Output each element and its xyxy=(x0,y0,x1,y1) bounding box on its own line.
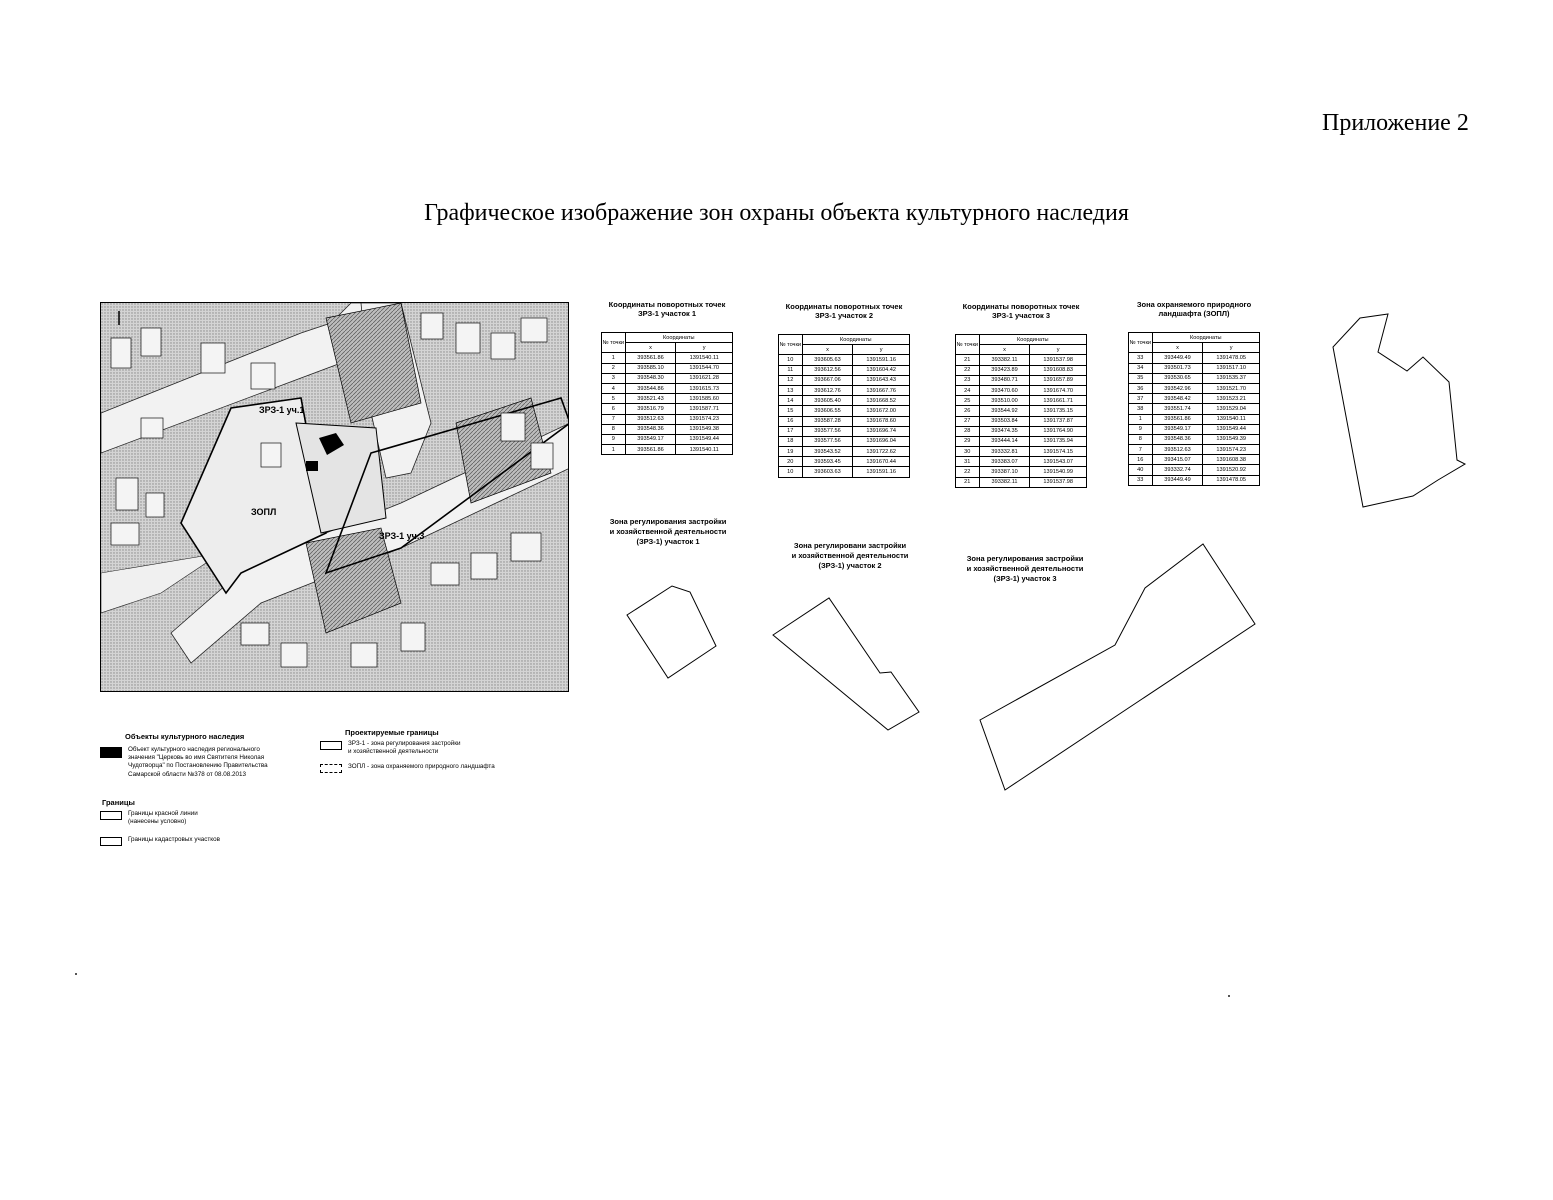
cell-x: 393585.10 xyxy=(625,363,676,373)
cell-x: 393548.30 xyxy=(625,373,676,383)
col-header-y: y xyxy=(1203,343,1260,353)
cell-y: 1391521.70 xyxy=(1203,383,1260,393)
cell-x: 393551.74 xyxy=(1152,404,1203,414)
cell-x: 393667.06 xyxy=(802,375,853,385)
table-row xyxy=(956,416,1087,426)
appendix-label: Приложение 2 xyxy=(1322,110,1469,136)
legend-boundaries-title: Границы xyxy=(102,798,135,807)
col-header-point: № точки xyxy=(956,335,980,355)
legend-swatch-zopl xyxy=(320,764,342,773)
coord-table-title: Зона охраняемого природного ландшафта (ЗОПЛ) xyxy=(1136,300,1252,319)
col-header-coords: Координаты xyxy=(802,335,909,345)
cell-x: 393549.17 xyxy=(1152,424,1203,434)
cell-y: 1391608.83 xyxy=(1030,365,1087,375)
cell-y: 1391540.11 xyxy=(1203,414,1260,424)
map-label-zopl: ЗОПЛ xyxy=(251,507,277,517)
cell-x: 393543.52 xyxy=(802,447,853,457)
coord-table-title: Координаты поворотных точек ЗРЗ-1 участок 2 xyxy=(785,302,903,321)
legend-zopl-item xyxy=(320,763,495,773)
cell-y: 1391615.73 xyxy=(676,383,733,393)
table-row xyxy=(779,406,910,416)
cell-point: 22 xyxy=(956,365,980,375)
cell-x: 393332.74 xyxy=(1152,465,1203,475)
cell-point: 37 xyxy=(1129,394,1153,404)
table-row xyxy=(1129,383,1260,393)
table-row xyxy=(779,355,910,365)
col-header-point: № точки xyxy=(602,333,626,353)
cell-point: 31 xyxy=(956,457,980,467)
cell-x: 393383.07 xyxy=(979,457,1030,467)
cell-x: 393561.86 xyxy=(625,445,676,455)
cell-point: 15 xyxy=(779,406,803,416)
cell-y: 1391574.23 xyxy=(1203,445,1260,455)
table-row xyxy=(1129,394,1260,404)
cell-point: 10 xyxy=(779,467,803,477)
cell-x: 393503.84 xyxy=(979,416,1030,426)
cell-x: 393449.49 xyxy=(1152,475,1203,485)
cell-x: 393577.56 xyxy=(802,436,853,446)
cell-x: 393603.63 xyxy=(802,467,853,477)
cell-point: 16 xyxy=(1129,455,1153,465)
cell-point: 17 xyxy=(779,426,803,436)
table-row xyxy=(956,467,1087,477)
cell-point: 10 xyxy=(779,355,803,365)
map-label-zrz1-u3: ЗРЗ-1 уч.3 xyxy=(379,531,425,541)
cell-y: 1391529.04 xyxy=(1203,404,1260,414)
cell-point: 2 xyxy=(602,363,626,373)
cell-point: 9 xyxy=(1129,424,1153,434)
cell-y: 1391591.16 xyxy=(853,467,910,477)
page-title: Графическое изображение зон охраны объекта культурного наследия xyxy=(424,200,1129,226)
table-row xyxy=(602,383,733,393)
cell-point: 8 xyxy=(1129,434,1153,444)
table-row xyxy=(1129,465,1260,475)
map-label-zrz1-u1: ЗРЗ-1 уч.1 xyxy=(259,405,305,415)
cell-point: 21 xyxy=(956,355,980,365)
cell-x: 393530.65 xyxy=(1152,373,1203,383)
cell-point: 27 xyxy=(956,416,980,426)
cell-x: 393516.79 xyxy=(625,404,676,414)
cell-x: 393512.63 xyxy=(1152,445,1203,455)
map-svg xyxy=(101,303,569,692)
table-row xyxy=(602,373,733,383)
cell-x: 393544.92 xyxy=(979,406,1030,416)
cell-y: 1391672.00 xyxy=(853,406,910,416)
zone-title-zrz1-u2: Зона регулировани застройки и хозяйственной деятельности (ЗРЗ-1) участок 2 xyxy=(791,541,909,570)
cell-y: 1391574.15 xyxy=(1030,447,1087,457)
cell-y: 1391668.52 xyxy=(853,396,910,406)
coord-table-block-2 xyxy=(778,302,910,478)
cell-point: 34 xyxy=(1129,363,1153,373)
col-header-y: y xyxy=(1030,345,1087,355)
outline-zrz1-u1 xyxy=(627,586,716,678)
table-row xyxy=(779,426,910,436)
legend-projected-title: Проектируемые границы xyxy=(345,728,439,737)
table-row xyxy=(956,436,1087,446)
cell-x: 393612.76 xyxy=(802,385,853,395)
cell-y: 1391735.94 xyxy=(1030,436,1087,446)
legend-heritage-text: Объект культурного наследия регионального значения "Церковь во имя Святителя Николая Чудотворца" по Постановлению Правительства Самарской области №378 от 08.08.2013 xyxy=(128,746,268,778)
church-annex xyxy=(306,461,318,471)
table-row xyxy=(779,385,910,395)
cell-x: 393415.07 xyxy=(1152,455,1203,465)
cell-x: 393549.17 xyxy=(625,434,676,444)
table-row xyxy=(956,355,1087,365)
table-row xyxy=(956,406,1087,416)
cell-point: 40 xyxy=(1129,465,1153,475)
cell-y: 1391643.43 xyxy=(853,375,910,385)
col-header-coords: Координаты xyxy=(979,335,1086,345)
coord-table-title: Координаты поворотных точек ЗРЗ-1 участок 1 xyxy=(608,300,726,319)
cell-x: 393548.36 xyxy=(625,424,676,434)
cell-x: 393561.86 xyxy=(1152,414,1203,424)
cell-point: 20 xyxy=(779,457,803,467)
cell-x: 393382.11 xyxy=(979,477,1030,487)
legend-swatch-monument xyxy=(100,747,122,758)
coord-table-block-4 xyxy=(1128,300,1260,486)
cell-x: 393593.45 xyxy=(802,457,853,467)
cell-point: 11 xyxy=(779,365,803,375)
table-row xyxy=(1129,475,1260,485)
cell-point: 16 xyxy=(779,416,803,426)
cell-x: 393605.63 xyxy=(802,355,853,365)
cell-y: 1391520.92 xyxy=(1203,465,1260,475)
table-row xyxy=(779,365,910,375)
cell-y: 1391667.76 xyxy=(853,385,910,395)
table-row xyxy=(779,436,910,446)
cell-y: 1391574.23 xyxy=(676,414,733,424)
legend-heritage-title: Объекты культурного наследия xyxy=(125,732,245,741)
cell-y: 1391540.11 xyxy=(676,353,733,363)
col-header-y: y xyxy=(676,343,733,353)
cell-x: 393544.86 xyxy=(625,383,676,393)
cell-point: 30 xyxy=(956,447,980,457)
cadastral-map xyxy=(100,302,569,692)
cell-point: 38 xyxy=(1129,404,1153,414)
cell-y: 1391661.71 xyxy=(1030,396,1087,406)
cell-point: 21 xyxy=(956,477,980,487)
cell-x: 393382.11 xyxy=(979,355,1030,365)
table-row xyxy=(956,385,1087,395)
table-row xyxy=(779,447,910,457)
coord-table-block-3 xyxy=(955,302,1087,488)
cell-y: 1391696.74 xyxy=(853,426,910,436)
table-row xyxy=(1129,424,1260,434)
col-header-y: y xyxy=(853,345,910,355)
table-row xyxy=(602,445,733,455)
outline-zrz1-u2 xyxy=(773,598,919,730)
cell-point: 25 xyxy=(956,396,980,406)
cell-y: 1391523.21 xyxy=(1203,394,1260,404)
coord-table-title: Координаты поворотных точек ЗРЗ-1 участок 3 xyxy=(962,302,1080,321)
cell-x: 393605.40 xyxy=(802,396,853,406)
cell-x: 393587.28 xyxy=(802,416,853,426)
cell-y: 1391478.05 xyxy=(1203,475,1260,485)
cell-point: 29 xyxy=(956,436,980,446)
cell-y: 1391537.98 xyxy=(1030,355,1087,365)
cell-point: 18 xyxy=(779,436,803,446)
cell-point: 1 xyxy=(602,353,626,363)
table-row xyxy=(779,457,910,467)
cell-x: 393444.14 xyxy=(979,436,1030,446)
col-header-x: x xyxy=(979,345,1030,355)
scan-speck xyxy=(1228,995,1230,997)
legend-swatch-zrz xyxy=(320,741,342,750)
cell-point: 4 xyxy=(602,383,626,393)
legend-cadastral-text: Границы кадастровых участков xyxy=(128,836,220,843)
table-row xyxy=(1129,373,1260,383)
cell-point: 7 xyxy=(602,414,626,424)
cell-x: 393577.56 xyxy=(802,426,853,436)
cell-y: 1391540.99 xyxy=(1030,467,1087,477)
table-row xyxy=(956,447,1087,457)
cell-point: 19 xyxy=(779,447,803,457)
cell-point: 3 xyxy=(602,373,626,383)
table-row xyxy=(956,477,1087,487)
table-row xyxy=(1129,353,1260,363)
cell-point: 22 xyxy=(956,467,980,477)
cell-y: 1391674.70 xyxy=(1030,385,1087,395)
col-header-x: x xyxy=(625,343,676,353)
cell-y: 1391540.11 xyxy=(676,445,733,455)
cell-x: 393512.63 xyxy=(625,414,676,424)
cell-y: 1391549.38 xyxy=(676,424,733,434)
coord-table xyxy=(778,334,910,478)
cell-y: 1391678.60 xyxy=(853,416,910,426)
legend-red-line-text: Границы красной линии (нанесены условно) xyxy=(128,810,198,826)
cell-x: 393480.71 xyxy=(979,375,1030,385)
cell-x: 393510.00 xyxy=(979,396,1030,406)
cell-y: 1391764.90 xyxy=(1030,426,1087,436)
cell-y: 1391696.04 xyxy=(853,436,910,446)
table-row xyxy=(956,365,1087,375)
cell-x: 393548.42 xyxy=(1152,394,1203,404)
cell-point: 8 xyxy=(602,424,626,434)
cell-y: 1391549.44 xyxy=(1203,424,1260,434)
coord-table xyxy=(955,334,1087,488)
cell-point: 1 xyxy=(602,445,626,455)
cell-y: 1391549.44 xyxy=(676,434,733,444)
table-row xyxy=(602,363,733,373)
cell-point: 13 xyxy=(779,385,803,395)
cell-x: 393332.81 xyxy=(979,447,1030,457)
table-row xyxy=(1129,363,1260,373)
cell-y: 1391670.44 xyxy=(853,457,910,467)
table-row xyxy=(602,414,733,424)
cell-x: 393606.55 xyxy=(802,406,853,416)
cell-y: 1391543.07 xyxy=(1030,457,1087,467)
legend-swatch-cadastral xyxy=(100,837,122,846)
table-row xyxy=(602,353,733,363)
col-header-x: x xyxy=(1152,343,1203,353)
table-row xyxy=(779,375,910,385)
cell-y: 1391535.37 xyxy=(1203,373,1260,383)
cell-y: 1391537.98 xyxy=(1030,477,1087,487)
cell-x: 393612.56 xyxy=(802,365,853,375)
table-row xyxy=(1129,455,1260,465)
cell-y: 1391549.39 xyxy=(1203,434,1260,444)
table-row xyxy=(779,396,910,406)
cell-point: 33 xyxy=(1129,353,1153,363)
cell-point: 36 xyxy=(1129,383,1153,393)
cell-y: 1391735.15 xyxy=(1030,406,1087,416)
cell-y: 1391604.42 xyxy=(853,365,910,375)
cell-point: 12 xyxy=(779,375,803,385)
table-row xyxy=(602,424,733,434)
col-header-point: № точки xyxy=(1129,333,1153,353)
legend-zopl-text: ЗОПЛ - зона охраняемого природного ландшафта xyxy=(348,763,495,770)
table-row xyxy=(956,375,1087,385)
legend-heritage-item xyxy=(100,746,268,779)
cell-x: 393449.49 xyxy=(1152,353,1203,363)
col-header-x: x xyxy=(802,345,853,355)
cell-point: 7 xyxy=(1129,445,1153,455)
outline-zopl xyxy=(1333,314,1465,507)
table-row xyxy=(602,434,733,444)
cell-y: 1391591.16 xyxy=(853,355,910,365)
col-header-point: № точки xyxy=(779,335,803,355)
cell-y: 1391587.71 xyxy=(676,404,733,414)
table-row xyxy=(1129,404,1260,414)
col-header-coords: Координаты xyxy=(1152,333,1259,343)
cell-y: 1391722.62 xyxy=(853,447,910,457)
col-header-coords: Координаты xyxy=(625,333,732,343)
cell-x: 393387.10 xyxy=(979,467,1030,477)
coord-table-block-1 xyxy=(601,300,733,455)
table-row xyxy=(956,396,1087,406)
cell-point: 14 xyxy=(779,396,803,406)
coord-table xyxy=(601,332,733,455)
cell-point: 1 xyxy=(1129,414,1153,424)
coord-table xyxy=(1128,332,1260,486)
cell-point: 23 xyxy=(956,375,980,385)
table-row xyxy=(956,457,1087,467)
cell-point: 24 xyxy=(956,385,980,395)
legend-swatch-red-line xyxy=(100,811,122,820)
cell-point: 33 xyxy=(1129,475,1153,485)
cell-y: 1391621.28 xyxy=(676,373,733,383)
cell-x: 393561.86 xyxy=(625,353,676,363)
cell-x: 393548.36 xyxy=(1152,434,1203,444)
table-row xyxy=(1129,434,1260,444)
table-row xyxy=(602,394,733,404)
table-row xyxy=(779,416,910,426)
cell-y: 1391737.87 xyxy=(1030,416,1087,426)
cell-point: 6 xyxy=(602,404,626,414)
scan-speck xyxy=(75,973,77,975)
cell-x: 393542.96 xyxy=(1152,383,1203,393)
table-row xyxy=(602,404,733,414)
cell-y: 1391517.10 xyxy=(1203,363,1260,373)
table-row xyxy=(956,426,1087,436)
cell-point: 28 xyxy=(956,426,980,436)
cell-x: 393501.73 xyxy=(1152,363,1203,373)
cell-y: 1391544.70 xyxy=(676,363,733,373)
cell-x: 393423.89 xyxy=(979,365,1030,375)
cell-y: 1391478.05 xyxy=(1203,353,1260,363)
cell-y: 1391608.38 xyxy=(1203,455,1260,465)
cell-point: 26 xyxy=(956,406,980,416)
cell-x: 393474.35 xyxy=(979,426,1030,436)
legend-red-line-item xyxy=(100,810,198,826)
zone-title-zrz1-u1: Зона регулирования застройки и хозяйственной деятельности (ЗРЗ-1) участок 1 xyxy=(609,517,727,546)
legend-zrz-item xyxy=(320,740,461,756)
cell-point: 9 xyxy=(602,434,626,444)
zone-title-zrz1-u3: Зона регулирования застройки и хозяйственной деятельности (ЗРЗ-1) участок 3 xyxy=(966,554,1084,583)
cell-y: 1391657.89 xyxy=(1030,375,1087,385)
legend-cadastral-item xyxy=(100,836,220,846)
table-row xyxy=(1129,445,1260,455)
cell-point: 35 xyxy=(1129,373,1153,383)
legend-zrz-text: ЗРЗ-1 - зона регулирования застройки и хозяйственной деятельности xyxy=(348,740,461,756)
cell-x: 393521.43 xyxy=(625,394,676,404)
table-row xyxy=(1129,414,1260,424)
cell-x: 393470.60 xyxy=(979,385,1030,395)
cell-y: 1391585.60 xyxy=(676,394,733,404)
table-row xyxy=(779,467,910,477)
cell-point: 5 xyxy=(602,394,626,404)
